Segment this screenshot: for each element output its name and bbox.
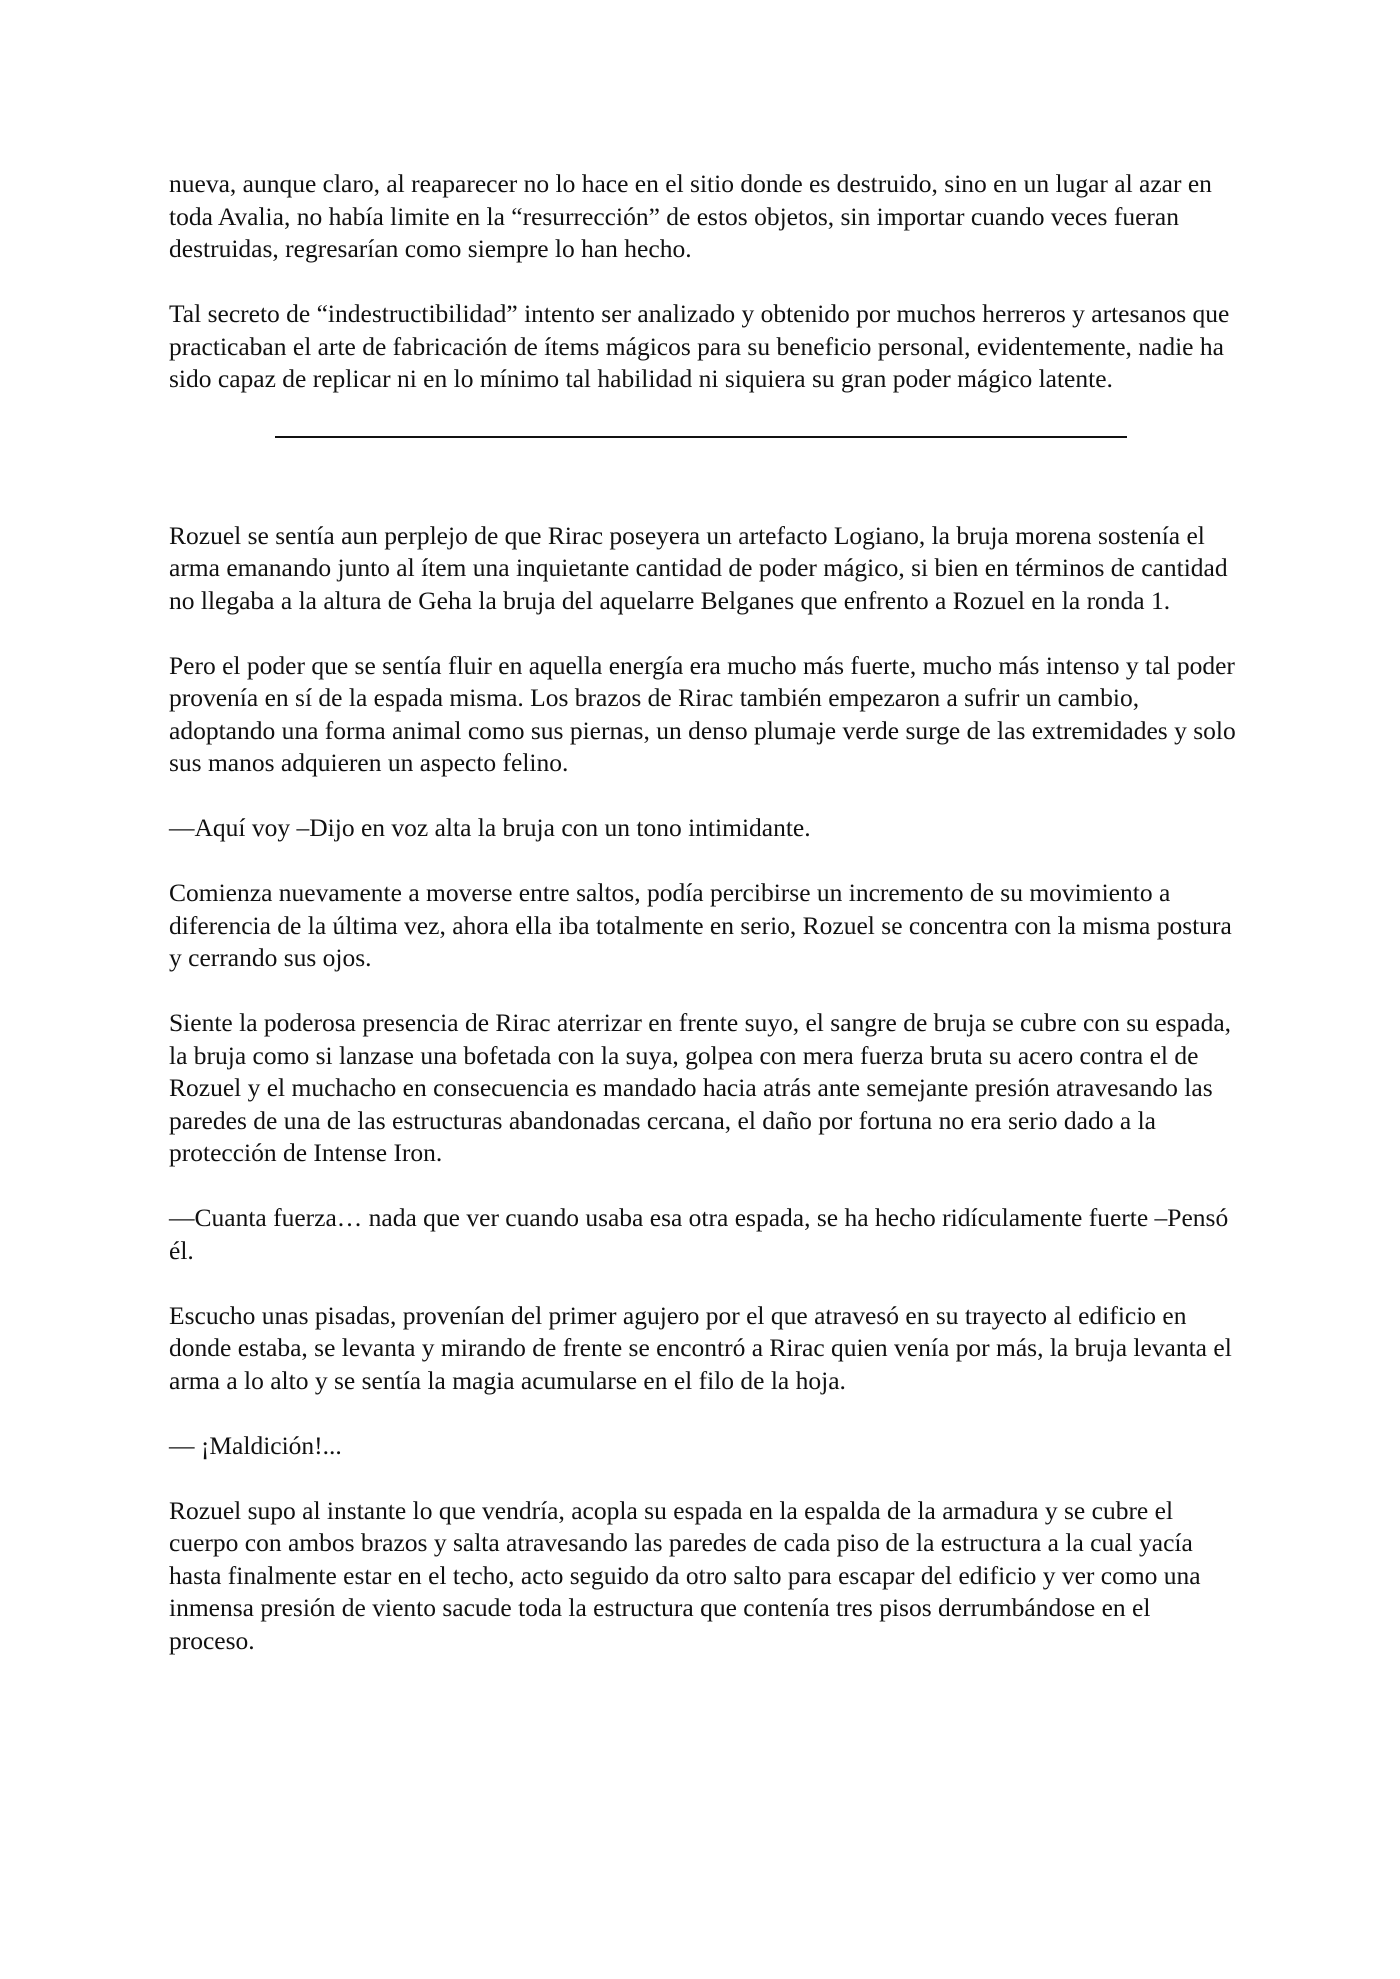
paragraph: Rozuel supo al instante lo que vendría, acopla su espada en la espalda de la armadura y se cubre el cuerpo con ambos brazos y salta atravesando las paredes de cada piso de la estructura a la cual yacía hasta finalmente estar en el techo, acto seguido da otro salto para escapar del edificio y ver como una inmensa presión de viento sacude toda la estructura que contenía tres pisos derrumbándose en el proceso.	[169, 1495, 1201, 1655]
dialogue-line: — ¡Maldición!...	[169, 1430, 342, 1460]
section-divider-area	[169, 396, 1239, 520]
document-page	[169, 168, 1239, 1657]
paragraph: Tal secreto de “indestructibilidad” intento ser analizado y obtenido por muchos herreros y artesanos que practicaban el arte de fabricación de ítems mágicos para su beneficio personal, evidentemente, nadie ha sido capaz de replicar ni en lo mínimo tal habilidad ni siquiera su gran poder mágico latente.	[169, 299, 1230, 393]
paragraph: Siente la poderosa presencia de Rirac aterrizar en frente suyo, el sangre de bruja se cubre con su espada, la bruja como si lanzase una bofetada con la suya, golpea con mera fuerza bruta su acero contra el de Rozuel y el muchacho en consecuencia es mandado hacia atrás ante semejante presión atravesando las paredes de una de las estructuras abandonadas cercana, el daño por fortuna no era serio dado a la protección de Intense Iron.	[169, 1008, 1232, 1167]
paragraph: Pero el poder que se sentía fluir en aquella energía era mucho más fuerte, mucho más intenso y tal poder provenía en sí de la espada misma. Los brazos de Rirac también empezaron a sufrir un cambio, adoptando una forma animal como sus piernas, un denso plumaje verde surge de las extremidades y solo sus manos adquieren un aspecto felino.	[169, 650, 1236, 777]
paragraph: Comienza nuevamente a moverse entre saltos, podía percibirse un incremento de su movimiento a diferencia de la última vez, ahora ella iba totalmente en serio, Rozuel se concentra con la misma postura y cerrando sus ojos.	[169, 878, 1232, 972]
paragraph: nueva, aunque claro, al reaparecer no lo hace en el sitio donde es destruido, sino en un lugar al azar en toda Avalia, no había limite en la “resurrección” de estos objetos, sin importar cuando veces fueran destruidas, regresarían como siempre lo han hecho.	[169, 169, 1212, 263]
paragraph: Escucho unas pisadas, provenían del primer agujero por el que atravesó en su trayecto al edificio en donde estaba, se levanta y mirando de frente se encontró a Rirac quien venía por más, la bruja levanta el arma a lo alto y se sentía la magia acumularse en el filo de la hoja.	[169, 1300, 1232, 1395]
paragraph: Rozuel se sentía aun perplejo de que Rirac poseyera un artefacto Logiano, la bruja morena sostenía el arma emanando junto al ítem una inquietante cantidad de poder mágico, si bien en términos de cantidad no llegaba a la altura de Geha la bruja del aquelarre Belganes que enfrento a Rozuel en la ronda 1.	[169, 520, 1228, 615]
section-divider-line	[275, 436, 1127, 438]
dialogue-line: —Aquí voy –Dijo en voz alta la bruja con un tono intimidante.	[169, 813, 811, 842]
dialogue-line: —Cuanta fuerza… nada que ver cuando usaba esa otra espada, se ha hecho ridículamente fuerte –Pensó él.	[169, 1203, 1229, 1265]
